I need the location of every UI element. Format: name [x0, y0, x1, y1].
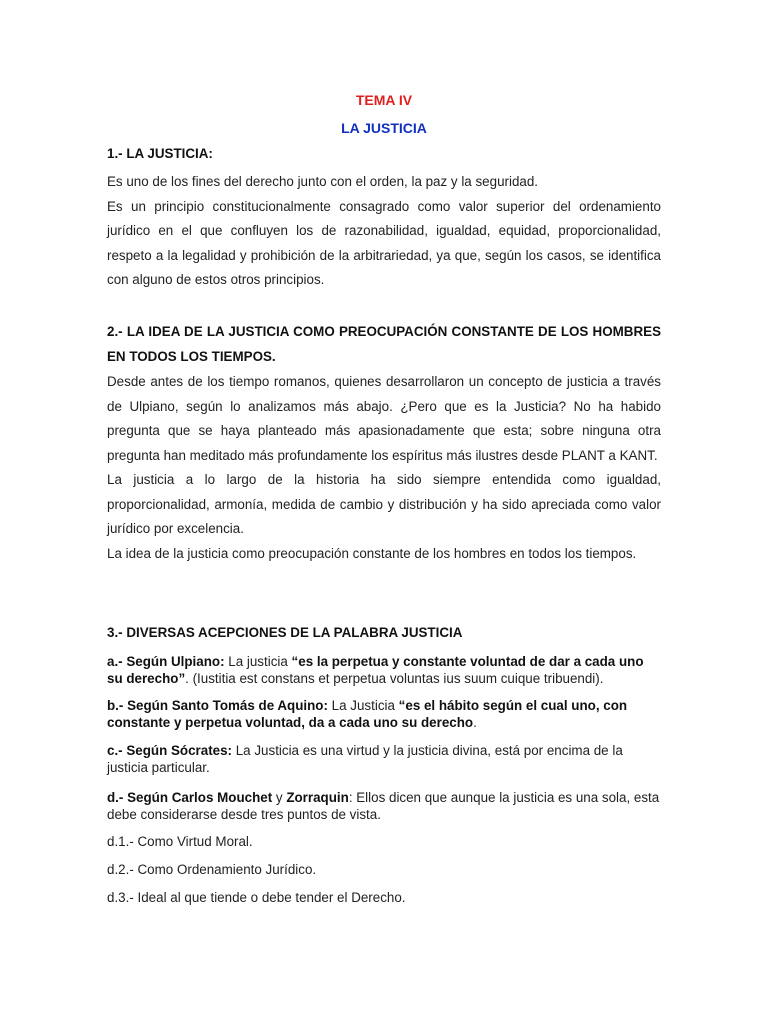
list-item-d3: d.3.- Ideal al que tiende o debe tender el Derecho.: [107, 890, 406, 905]
section-3-heading: 3.- DIVERSAS ACEPCIONES DE LA PALABRA JUSTICIA: [107, 625, 463, 640]
definition-mouchet-label: d.- Según Carlos Mouchet: [107, 790, 273, 805]
definition-aquino-quote: “es el hábito según el cual uno, con constante y perpetua voluntad, da a cada uno su derecho: [107, 698, 628, 730]
section-2-paragraph-3: La idea de la justicia como preocupación constante de los hombres en todos los tiempos.: [107, 545, 637, 561]
definition-mouchet: [107, 789, 661, 823]
document-title: TEMA IV: [355, 92, 413, 108]
definition-mouchet-text: : Ellos dicen que aunque la justicia es una sola, esta debe considerarse desde tres puntos de vista.: [107, 790, 660, 822]
section-2-paragraph-1: Desde antes de los tiempo romanos, quienes desarrollaron un concepto de justicia a través de Ulpiano, según lo analizamos más abajo. ¿Pero que es la Justicia? No ha habido pregunta que se haya planteado más apasionadamente que esta; sobre ninguna otra pregunta han meditado más profundamente los espíritus más ilustres desde PLANT a KANT.: [107, 374, 661, 463]
definition-socrates: [107, 742, 661, 776]
section-2-heading: 2.- LA IDEA DE LA JUSTICIA COMO PREOCUPACIÓN CONSTANTE DE LOS HOMBRES EN TODOS LOS TIEMPOS.: [107, 324, 661, 364]
section-1-paragraph-2: Es un principio constitucionalmente consagrado como valor superior del ordenamiento jurídico en el que confluyen los de razonabilidad, igualdad, equidad, proporcionalidad, respeto a la legalidad y prohibición de la arbitrariedad, ya que, según los casos, se identifica con alguno de estos otros principios.: [107, 198, 661, 287]
definition-aquino: [107, 697, 661, 731]
definition-ulpiano-quote: “es la perpetua y constante voluntad de dar a cada uno su derecho”: [107, 654, 644, 686]
definition-ulpiano-label: a.- Según Ulpiano:: [107, 654, 225, 669]
definition-ulpiano: [107, 653, 661, 687]
definition-mouchet-conjunction: y: [272, 790, 287, 805]
definition-aquino-label: b.- Según Santo Tomás de Aquino:: [107, 698, 328, 713]
section-1-heading: 1.- LA JUSTICIA:: [107, 146, 213, 161]
definition-aquino-text: La Justicia: [327, 698, 399, 713]
section-2-body: [107, 370, 661, 566]
section-2-paragraph-2: La justicia a lo largo de la historia ha sido siempre entendida como igualdad, proporcionalidad, armonía, medida de cambio y distribución y ha sido apreciada como valor jurídico por excelencia.: [107, 472, 661, 536]
definition-ulpiano-latin: . (Iustitia est constans et perpetua voluntas ius suum cuique tribuendi).: [185, 671, 604, 686]
list-item-d1: d.1.- Como Virtud Moral.: [107, 834, 253, 849]
section-1-body: [107, 170, 661, 293]
definition-socrates-text: La Justicia es una virtud y la justicia divina, está por encima de la justicia particular.: [107, 743, 623, 775]
definition-ulpiano-text: La justicia: [224, 654, 292, 669]
definition-zorraquin-label: Zorraquin: [286, 790, 349, 805]
document-subtitle: LA JUSTICIA: [341, 120, 427, 136]
section-1-paragraph-1: Es uno de los fines del derecho junto con el orden, la paz y la seguridad.: [107, 174, 539, 189]
definition-aquino-end: .: [473, 715, 477, 730]
definition-socrates-label: c.- Según Sócrates:: [107, 743, 233, 758]
list-item-d2: d.2.- Como Ordenamiento Jurídico.: [107, 862, 317, 877]
